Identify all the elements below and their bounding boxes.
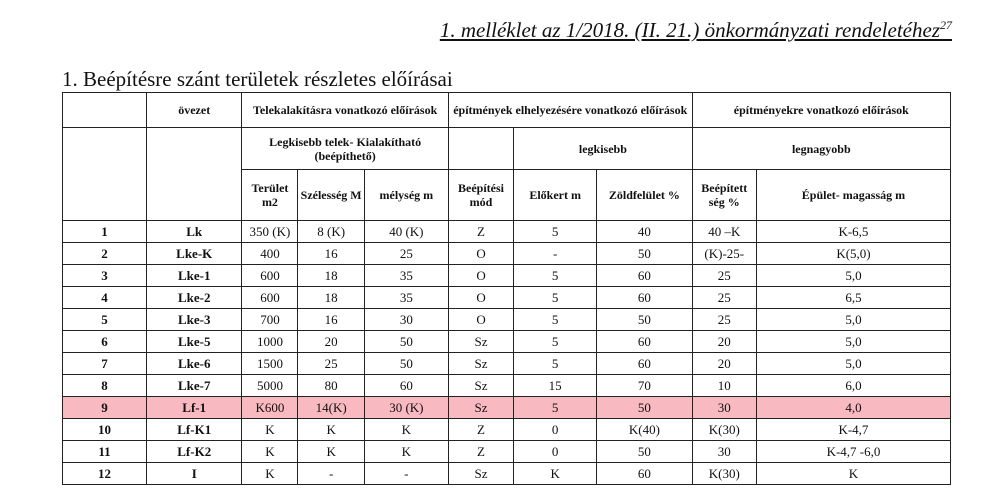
cell-row-number: 4 xyxy=(63,287,147,309)
cell-green-area: 60 xyxy=(597,287,692,309)
header-elokert: Előkert m xyxy=(514,170,597,221)
cell-building-mode: Z xyxy=(448,221,513,243)
table-row xyxy=(63,309,951,331)
cell-built-ratio: 25 xyxy=(692,309,756,331)
header-melyseg: mélység m xyxy=(364,170,448,221)
cell-width: 16 xyxy=(298,309,364,331)
cell-zone-code: Lf-1 xyxy=(147,397,242,419)
cell-building-height: 6,5 xyxy=(756,287,950,309)
header-legkisebb-telek: Legkisebb telek- Kialakítható (beépíthető) xyxy=(242,128,448,170)
cell-row-number: 9 xyxy=(63,397,147,419)
cell-depth: 30 xyxy=(364,309,448,331)
cell-green-area: 60 xyxy=(597,353,692,375)
header-szelesseg: Szélesség M xyxy=(298,170,364,221)
cell-row-number: 8 xyxy=(63,375,147,397)
cell-zone-code: Lf-K1 xyxy=(147,419,242,441)
zoning-rules-table xyxy=(62,92,951,485)
cell-width: 80 xyxy=(298,375,364,397)
cell-built-ratio: 40 –K xyxy=(692,221,756,243)
cell-depth: 60 xyxy=(364,375,448,397)
cell-building-mode: Sz xyxy=(448,463,513,485)
cell-area: K600 xyxy=(242,397,298,419)
header-row-1 xyxy=(63,93,951,128)
cell-width: - xyxy=(298,463,364,485)
cell-depth: - xyxy=(364,463,448,485)
cell-green-area: 50 xyxy=(597,397,692,419)
table-row xyxy=(63,287,951,309)
cell-row-number: 1 xyxy=(63,221,147,243)
cell-built-ratio: (K)-25- xyxy=(692,243,756,265)
cell-depth: 50 xyxy=(364,331,448,353)
cell-row-number: 12 xyxy=(63,463,147,485)
cell-building-mode: O xyxy=(448,243,513,265)
cell-depth: 25 xyxy=(364,243,448,265)
cell-green-area: 40 xyxy=(597,221,692,243)
cell-depth: 40 (K) xyxy=(364,221,448,243)
header-magassag: Épület- magasság m xyxy=(756,170,950,221)
header-ovezet: övezet xyxy=(147,93,242,128)
cell-row-number: 6 xyxy=(63,331,147,353)
cell-width: K xyxy=(298,419,364,441)
cell-green-area: 70 xyxy=(597,375,692,397)
cell-zone-code: Lke-5 xyxy=(147,331,242,353)
cell-area: 1000 xyxy=(242,331,298,353)
cell-green-area: 60 xyxy=(597,265,692,287)
cell-front-yard: 0 xyxy=(514,419,597,441)
cell-front-yard: 5 xyxy=(514,331,597,353)
cell-building-mode: Sz xyxy=(448,375,513,397)
cell-zone-code: Lk xyxy=(147,221,242,243)
cell-built-ratio: 30 xyxy=(692,397,756,419)
section-title: 1. Beépítésre szánt területek részletes előírásai xyxy=(62,67,453,91)
cell-green-area: K(40) xyxy=(597,419,692,441)
cell-green-area: 60 xyxy=(597,463,692,485)
header-terulet: Terület m2 xyxy=(242,170,298,221)
cell-row-number: 5 xyxy=(63,309,147,331)
cell-front-yard: 0 xyxy=(514,441,597,463)
table-row xyxy=(63,397,951,419)
cell-built-ratio: 10 xyxy=(692,375,756,397)
cell-building-mode: Sz xyxy=(448,331,513,353)
cell-building-mode: O xyxy=(448,265,513,287)
cell-front-yard: 5 xyxy=(514,397,597,419)
cell-area: 600 xyxy=(242,265,298,287)
cell-row-number: 11 xyxy=(63,441,147,463)
cell-front-yard: 5 xyxy=(514,287,597,309)
header-zoldfelulet: Zöldfelület % xyxy=(597,170,692,221)
cell-zone-code: Lke-2 xyxy=(147,287,242,309)
cell-building-mode: Sz xyxy=(448,353,513,375)
table-row xyxy=(63,375,951,397)
cell-front-yard: 5 xyxy=(514,265,597,287)
cell-area: 600 xyxy=(242,287,298,309)
cell-area: K xyxy=(242,419,298,441)
cell-building-height: 5,0 xyxy=(756,309,950,331)
table-row xyxy=(63,265,951,287)
cell-building-height: 6,0 xyxy=(756,375,950,397)
cell-building-mode: Sz xyxy=(448,397,513,419)
cell-row-number: 2 xyxy=(63,243,147,265)
cell-building-height: K xyxy=(756,463,950,485)
document-reference xyxy=(440,18,952,43)
cell-row-number: 10 xyxy=(63,419,147,441)
cell-depth: 50 xyxy=(364,353,448,375)
table-row xyxy=(63,243,951,265)
cell-zone-code: Lke-1 xyxy=(147,265,242,287)
empty-header-cell xyxy=(448,128,513,170)
cell-width: 16 xyxy=(298,243,364,265)
cell-depth: K xyxy=(364,441,448,463)
cell-depth: 30 (K) xyxy=(364,397,448,419)
header-elhelyezes: építmények elhelyezésére vonatkozó előírások xyxy=(448,93,692,128)
table-row xyxy=(63,221,951,243)
reference-text: 1. melléklet az 1/2018. (II. 21.) önkormányzati rendeletéhez xyxy=(439,18,940,42)
cell-building-height: K(5,0) xyxy=(756,243,950,265)
cell-zone-code: I xyxy=(147,463,242,485)
cell-zone-code: Lke-7 xyxy=(147,375,242,397)
cell-built-ratio: K(30) xyxy=(692,463,756,485)
header-row-2 xyxy=(63,128,951,170)
cell-area: K xyxy=(242,463,298,485)
table-row xyxy=(63,353,951,375)
table-row xyxy=(63,441,951,463)
cell-area: 350 (K) xyxy=(242,221,298,243)
cell-row-number: 7 xyxy=(63,353,147,375)
cell-zone-code: Lke-K xyxy=(147,243,242,265)
cell-depth: 35 xyxy=(364,265,448,287)
cell-depth: 35 xyxy=(364,287,448,309)
cell-area: 5000 xyxy=(242,375,298,397)
cell-building-height: 5,0 xyxy=(756,331,950,353)
cell-green-area: 50 xyxy=(597,309,692,331)
cell-front-yard: 15 xyxy=(514,375,597,397)
cell-building-height: 5,0 xyxy=(756,353,950,375)
cell-built-ratio: 30 xyxy=(692,441,756,463)
cell-building-height: K-6,5 xyxy=(756,221,950,243)
cell-zone-code: Lf-K2 xyxy=(147,441,242,463)
cell-front-yard: - xyxy=(514,243,597,265)
cell-front-yard: 5 xyxy=(514,353,597,375)
cell-building-height: 5,0 xyxy=(756,265,950,287)
cell-green-area: 50 xyxy=(597,441,692,463)
cell-building-height: K-4,7 -6,0 xyxy=(756,441,950,463)
header-beepitesi-mod: Beépítési mód xyxy=(448,170,513,221)
cell-building-mode: Z xyxy=(448,419,513,441)
header-epitmenyekre: építményekre vonatkozó előírások xyxy=(692,93,950,128)
cell-area: 1500 xyxy=(242,353,298,375)
cell-green-area: 50 xyxy=(597,243,692,265)
cell-front-yard: K xyxy=(514,463,597,485)
cell-area: 400 xyxy=(242,243,298,265)
cell-building-height: K-4,7 xyxy=(756,419,950,441)
cell-width: 18 xyxy=(298,265,364,287)
header-legkisebb: legkisebb xyxy=(514,128,692,170)
cell-built-ratio: 25 xyxy=(692,265,756,287)
header-telek: Telekalakításra vonatkozó előírások xyxy=(242,93,448,128)
table-row xyxy=(63,463,951,485)
cell-depth: K xyxy=(364,419,448,441)
header-legnagyobb: legnagyobb xyxy=(692,128,950,170)
cell-area: K xyxy=(242,441,298,463)
cell-row-number: 3 xyxy=(63,265,147,287)
empty-header-cell xyxy=(63,93,147,128)
cell-building-mode: Z xyxy=(448,441,513,463)
cell-front-yard: 5 xyxy=(514,309,597,331)
table-row xyxy=(63,331,951,353)
cell-width: 25 xyxy=(298,353,364,375)
cell-built-ratio: 25 xyxy=(692,287,756,309)
cell-zone-code: Lke-3 xyxy=(147,309,242,331)
cell-built-ratio: K(30) xyxy=(692,419,756,441)
cell-area: 700 xyxy=(242,309,298,331)
cell-front-yard: 5 xyxy=(514,221,597,243)
cell-green-area: 60 xyxy=(597,331,692,353)
cell-width: 20 xyxy=(298,331,364,353)
empty-header-cell xyxy=(147,128,242,221)
footnote-marker: 27 xyxy=(940,18,952,32)
cell-width: 8 (K) xyxy=(298,221,364,243)
empty-header-cell xyxy=(63,128,147,221)
header-beepitettseg: Beépített ség % xyxy=(692,170,756,221)
cell-building-mode: O xyxy=(448,309,513,331)
cell-building-mode: O xyxy=(448,287,513,309)
cell-zone-code: Lke-6 xyxy=(147,353,242,375)
cell-built-ratio: 20 xyxy=(692,331,756,353)
cell-width: K xyxy=(298,441,364,463)
cell-building-height: 4,0 xyxy=(756,397,950,419)
cell-width: 18 xyxy=(298,287,364,309)
table-row xyxy=(63,419,951,441)
cell-built-ratio: 20 xyxy=(692,353,756,375)
cell-width: 14(K) xyxy=(298,397,364,419)
